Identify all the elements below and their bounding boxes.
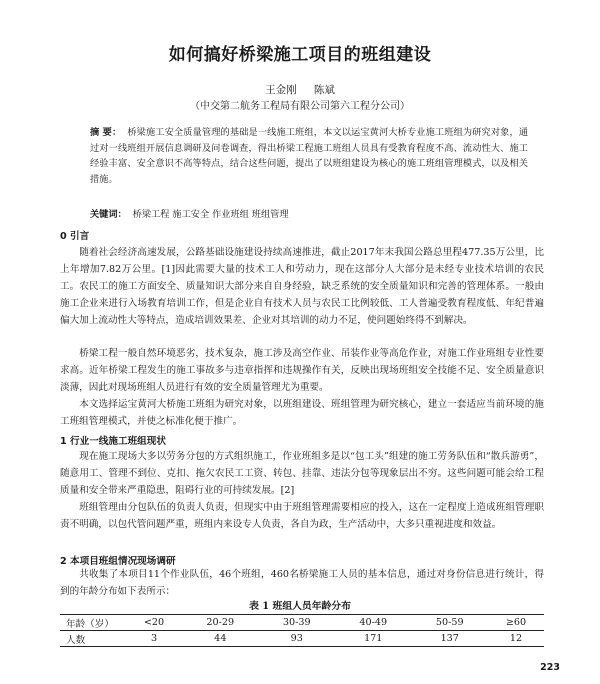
section-heading-introduction: 0 引言: [60, 231, 90, 242]
table-header-cell: 20-29: [182, 615, 259, 631]
paper-affiliation: （中交第二航务工程局有限公司第六工程分公司）: [190, 101, 410, 112]
section-heading-industry-status: 1 行业一线施工班组现状: [60, 436, 166, 447]
table-cell: 3: [126, 631, 182, 647]
table-cell: 44: [182, 631, 259, 647]
table-header-row: [60, 615, 544, 631]
table-cell: 12: [488, 631, 544, 647]
table-header-cell: ≥60: [488, 615, 544, 631]
page-number: 223: [540, 662, 560, 673]
paragraph: 桥梁工程一般自然环境恶劣，技术复杂，施工涉及高空作业、吊装作业等高危作业，对施工作业班组专业性要求高。近年桥梁工程发生的施工事故多与违章指挥和违规操作有关，反映出现场班组安全技能不足、安全质量意识淡薄，因此对现场班组人员进行有效的安全质量管理尤为重要。: [60, 348, 544, 393]
paper-title: 如何搞好桥梁施工项目的班组建设: [168, 45, 432, 65]
table-cell: 137: [411, 631, 488, 647]
table-header-cell: 年龄（岁）: [60, 615, 126, 631]
table-cell: 171: [335, 631, 412, 647]
paragraph: 共收集了本项目11个作业队伍，46个班组，460名桥梁施工人员的基本信息，通过对身份信息进行统计，得到的年龄分布如下表所示：: [60, 569, 544, 597]
section-heading-field-survey: 2 本项目班组情况现场调研: [60, 556, 176, 567]
age-distribution-table: [60, 614, 544, 647]
abstract: [90, 125, 528, 187]
abstract-label: 摘 要：: [90, 127, 122, 138]
table-header-cell: 30-39: [258, 615, 335, 631]
keywords-text: 桥梁工程 施工安全 作业班组 班组管理: [132, 209, 289, 220]
paragraph: 随着社会经济高速发展，公路基础设施建设持续高速推进，截止2017年末我国公路总里程477.35万公里，比上年增加7.82万公里。[1]因此需要大量的技术工人和劳动力，现在这部分人大部分是未经专业技术培训的农民工。农民工的施工方面安全、质量知识大部分来自自身经验，缺乏系统的安全质量知识和完善的管理体系。一般由施工企业来进行入场教育培训工作，但是企业自有技术人员与农民工比例较低、工人普遍受教育程度低、年纪普遍偏大加上流动性大等特点，造成培训效果差、企业对其培训的动力不足，使问题始终得不到解决。: [60, 247, 544, 326]
table-caption: 表 1 班组人员年龄分布: [249, 601, 351, 612]
table-header-cell: 50-59: [411, 615, 488, 631]
abstract-text: 桥梁施工安全质量管理的基础是一线施工班组，本文以运宝黄河大桥专业施工班组为研究对象，通过对一线班组开展信息调研及问卷调查，得出桥梁工程施工班组人员具有受教育程度不高、流动性大、施工经验丰富、安全意识不高等特点，结合这些问题，提出了以班组建设为核心的施工班组管理模式，以及相关措施。: [90, 127, 529, 185]
keywords-label: 关键词：: [90, 209, 127, 220]
table-header-cell: 40-49: [335, 615, 412, 631]
table-cell: 93: [258, 631, 335, 647]
paragraph: 班组管理由分包队伍的负责人负责，但现实中由于班组管理需要相应的投入，这在一定程度上造成班组管理职责不明确，以包代管问题严重，班组内来设专人负责，各自为政，生产活动中，大多只重视进度和效益。: [60, 502, 544, 530]
table-header-cell: <20: [126, 615, 182, 631]
table-cell: 人数: [60, 631, 126, 647]
paragraph: 本文选择运宝黄河大桥施工班组为研究对象，以班组建设、班组管理为研究核心，建立一套适应当前环境的施工班组管理模式，并使之标准化便于推广。: [60, 399, 544, 427]
paper-authors: 王金刚 陈斌: [265, 84, 335, 96]
keywords: [90, 207, 528, 222]
paragraph: 现在施工现场大多以劳务分包的方式组织施工，作业班组多是以“包工头”组建的施工劳务队伍和“散兵游勇”，随意用工、管理不到位、克扣、拖欠农民工工资、转包、挂靠、违法分包等现象层出不穷。这些问题可能会给工程质量和安全带来严重隐患，阻碍行业的可持续发展。[2]: [60, 451, 544, 496]
table-row: [60, 631, 544, 647]
